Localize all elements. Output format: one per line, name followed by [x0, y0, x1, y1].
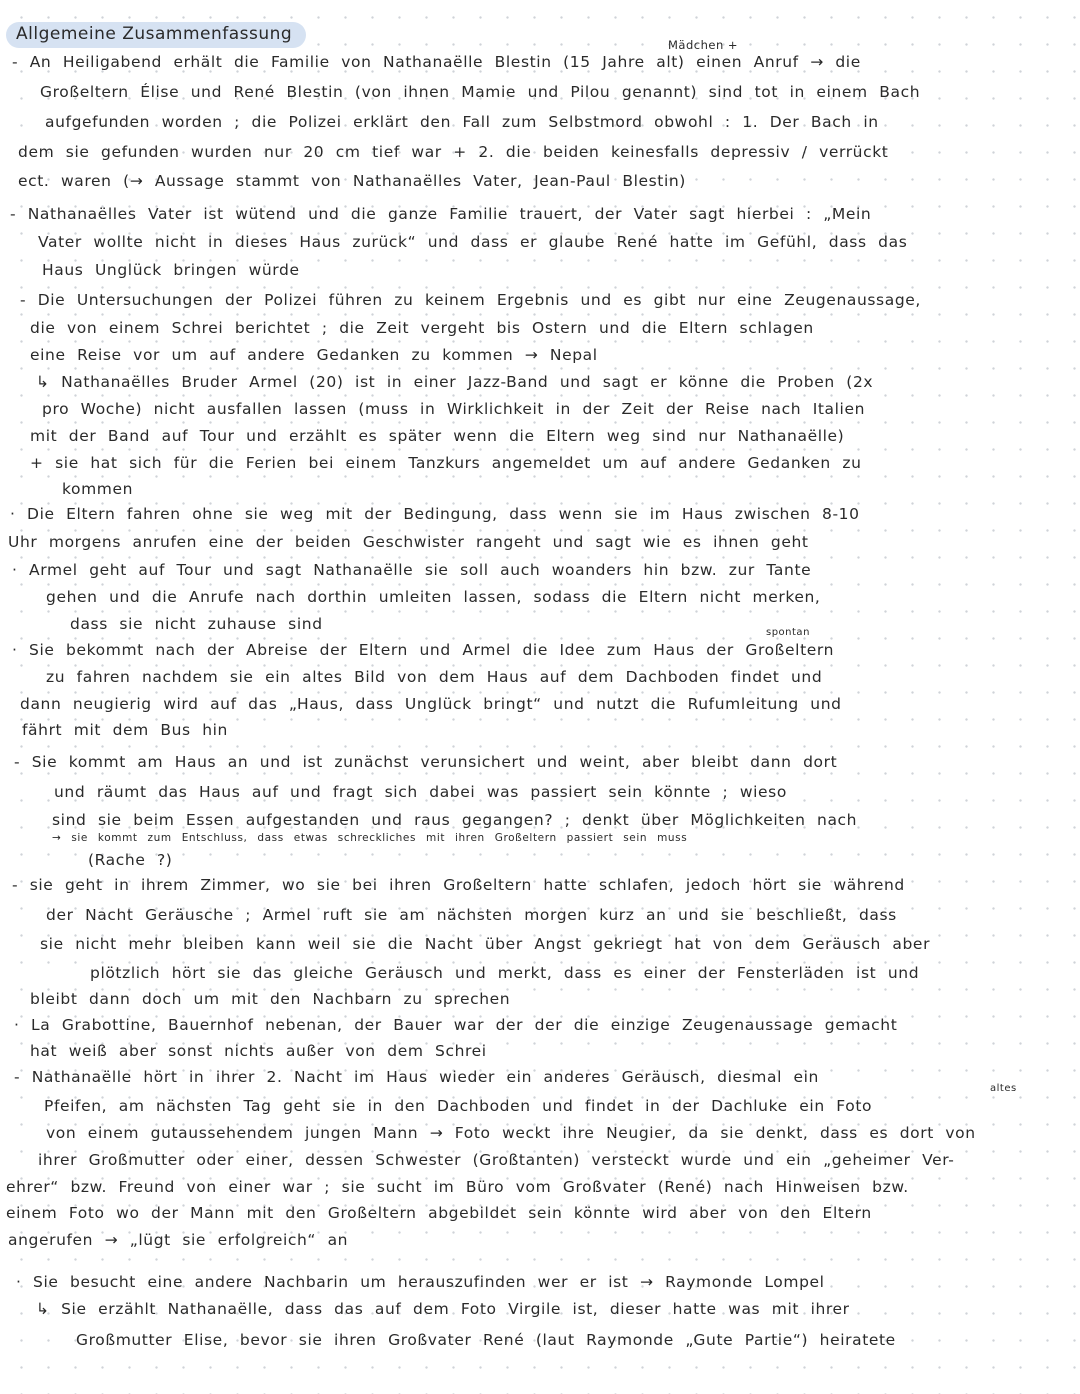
note-line: · La Grabottine, Bauernhof nebenan, der Bauer war der der die einzige Zeugenaussage gemacht: [14, 1016, 898, 1034]
note-line: zu fahren nachdem sie ein altes Bild von dem Haus auf dem Dachboden findet und: [46, 668, 823, 686]
note-line: dem sie gefunden wurden nur 20 cm tief war + 2. die beiden keinesfalls depressiv / verrückt: [18, 143, 889, 161]
note-line: ↳ Nathanaëlles Bruder Armel (20) ist in einer Jazz-Band und sagt er könne die Proben (2x: [36, 373, 874, 391]
note-line: gehen und die Anrufe nach dorthin umleiten lassen, sodass die Eltern nicht merken,: [46, 588, 821, 606]
note-line: hat weiß aber sonst nichts außer von dem Schrei: [30, 1042, 487, 1060]
note-line: Pfeifen, am nächsten Tag geht sie in den Dachboden und findet in der Dachluke ein Foto: [44, 1097, 873, 1115]
note-line: - Nathanaëlles Vater ist wütend und die ganze Familie trauert, der Vater sagt hierbei : „Mein: [10, 205, 872, 223]
note-line: dann neugierig wird auf das „Haus, dass Unglück bringt“ und nutzt die Rufumleitung und: [20, 695, 842, 713]
note-line: ehrer“ bzw. Freund von einer war ; sie sucht im Büro vom Großvater (René) nach Hinweisen bzw.: [6, 1178, 909, 1196]
note-line: mit der Band auf Tour und erzählt es später wenn die Eltern weg sind nur Nathanaëlle): [30, 427, 845, 445]
note-line: sie nicht mehr bleiben kann weil sie die Nacht über Angst gekriegt hat von dem Geräusch aber: [40, 935, 931, 953]
note-line: Uhr morgens anrufen eine der beiden Geschwister rangeht und sagt wie es ihnen geht: [8, 533, 809, 551]
note-line: die von einem Schrei berichtet ; die Zeit vergeht bis Ostern und die Eltern schlagen: [30, 319, 814, 337]
note-line: fährt mit dem Bus hin: [22, 721, 228, 739]
note-line: · Armel geht auf Tour und sagt Nathanaëlle sie soll auch woanders hin bzw. zur Tante: [12, 561, 812, 579]
note-line: - Sie kommt am Haus an und ist zunächst verunsichert und weint, aber bleibt dann dort: [14, 753, 838, 771]
note-line: von einem gutaussehendem jungen Mann → Foto weckt ihre Neugier, da sie denkt, dass es dort von: [46, 1124, 976, 1142]
annotation-spontan: spontan: [766, 627, 810, 638]
note-line: aufgefunden worden ; die Polizei erklärt den Fall zum Selbstmord obwohl : 1. Der Bach in: [45, 113, 879, 131]
annotation-altes: altes: [990, 1083, 1017, 1094]
note-line: · Die Eltern fahren ohne sie weg mit der Bedingung, dass wenn sie im Haus zwischen 8-10: [10, 505, 860, 523]
note-line: Großmutter Elise, bevor sie ihren Großvater René (laut Raymonde „Gute Partie“) heiratete: [76, 1331, 896, 1349]
note-line: sind sie beim Essen aufgestanden und raus gegangen? ; denkt über Möglichkeiten nach: [52, 811, 858, 829]
annotation-maedchen: Mädchen +: [668, 38, 739, 52]
note-line: · Sie besucht eine andere Nachbarin um herauszufinden wer er ist → Raymonde Lompel: [16, 1273, 825, 1291]
note-line: - Nathanaëlle hört in ihrer 2. Nacht im Haus wieder ein anderes Geräusch, diesmal ein: [14, 1068, 819, 1086]
page-title: Allgemeine Zusammenfassung: [6, 22, 306, 48]
note-line: dass sie nicht zuhause sind: [70, 615, 323, 633]
note-line: eine Reise vor um auf andere Gedanken zu kommen → Nepal: [30, 346, 598, 364]
note-line: kommen: [62, 480, 134, 498]
note-line: einem Foto wo der Mann mit den Großeltern abgebildet sein könnte wird aber von den Eltern: [6, 1204, 872, 1222]
note-line: - sie geht in ihrem Zimmer, wo sie bei ihren Großeltern hatte schlafen, jedoch hört sie während: [12, 876, 905, 894]
note-line: pro Woche) nicht ausfallen lassen (muss in Wirklichkeit in der Zeit der Reise nach Italien: [42, 400, 866, 418]
note-line: plötzlich hört sie das gleiche Geräusch und merkt, dass es einer der Fensterläden ist und: [90, 964, 920, 982]
note-line: ect. waren (→ Aussage stammt von Nathanaëlles Vater, Jean-Paul Blestin): [18, 172, 686, 190]
note-line: → sie kommt zum Entschluss, dass etwas schreckliches mit ihren Großeltern passiert sein muss: [52, 832, 688, 844]
note-line: Haus Unglück bringen würde: [42, 261, 300, 279]
note-line: (Rache ?): [88, 851, 173, 869]
note-line: Vater wollte nicht in dieses Haus zurück“ und dass er glaube René hatte im Gefühl, dass das: [38, 233, 908, 251]
note-line: Großeltern Élise und René Blestin (von ihnen Mamie und Pilou genannt) sind tot in einem Bach: [40, 83, 921, 101]
note-line: angerufen → „lügt sie erfolgreich“ an: [8, 1231, 349, 1249]
note-line: und räumt das Haus auf und fragt sich dabei was passiert sein könnte ; wieso: [54, 783, 787, 801]
note-line: der Nacht Geräusche ; Armel ruft sie am nächsten morgen kurz an und sie beschließt, dass: [46, 906, 897, 924]
note-line: - An Heiligabend erhält die Familie von Nathanaëlle Blestin (15 Jahre alt) einen Anruf → die: [12, 53, 861, 71]
note-line: · Sie bekommt nach der Abreise der Eltern und Armel die Idee zum Haus der Großeltern: [12, 641, 835, 659]
note-line: ihrer Großmutter oder einer, dessen Schwester (Großtanten) versteckt wurde und ein „geheimer Ver-: [38, 1151, 955, 1169]
note-line: + sie hat sich für die Ferien bei einem Tanzkurs angemeldet um auf andere Gedanken zu: [30, 454, 862, 472]
note-line: bleibt dann doch um mit den Nachbarn zu sprechen: [30, 990, 511, 1008]
note-line: - Die Untersuchungen der Polizei führen zu keinem Ergebnis und es gibt nur eine Zeugenaussage,: [20, 291, 921, 309]
note-line: ↳ Sie erzählt Nathanaëlle, dass das auf dem Foto Virgile ist, dieser hatte was mit ihrer: [36, 1300, 850, 1318]
